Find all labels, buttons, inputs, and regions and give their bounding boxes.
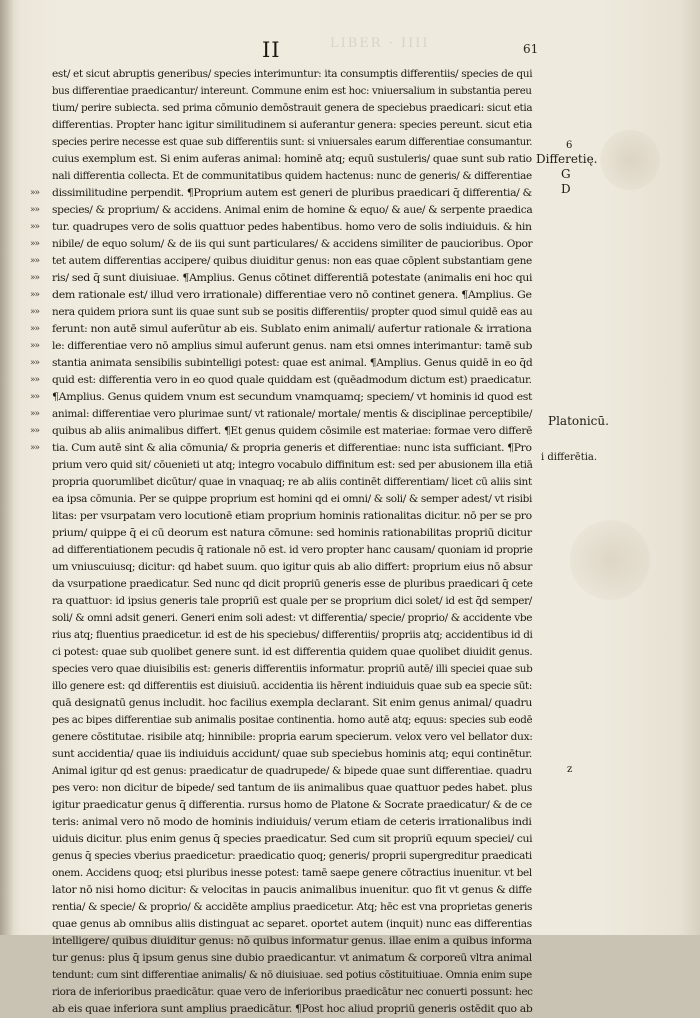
text-line-content: rentia/ & specie/ & proprio/ & accidēte amplius praedicetur. Atq; hēc est vna proprietas generis <box>52 901 533 913</box>
text-line-content: animal: differentiae vero plurimae sunt/ vt rationale/ mortale/ mentis & disciplinae perceptibile/ <box>52 408 533 420</box>
text-line <box>52 984 532 1001</box>
quotation-mark-icon: »» <box>30 426 40 436</box>
paper-stain <box>570 520 650 600</box>
text-line <box>52 457 532 474</box>
text-line-content: ea ipsa cōmunia. Per se quippe proprium est homini qd ei omni/ & soli/ & semper adest/ vt risibi <box>52 493 533 505</box>
text-line-content: est/ et sicut abruptis generibus/ species interimuntur: ita consumptis differentiis/ species de qui <box>52 68 533 80</box>
text-line-content: quid est: differentia vero in eo quod quale quiddam est (quēadmodum dictum est) praedicatur. <box>52 374 532 386</box>
quotation-mark-icon: »» <box>30 222 40 232</box>
text-line <box>52 117 532 134</box>
text-line <box>52 695 532 712</box>
text-line-content: tur genus: plus q̄ ipsum genus sine dubio praedicantur. vt animatum & corporeū vltra animal <box>52 952 532 964</box>
text-line <box>30 236 533 253</box>
quotation-mark-icon: »» <box>30 409 40 419</box>
quotation-mark-icon: »» <box>30 273 40 283</box>
text-line-content: species perire necesse est quae sub differentiis sunt: si vniuersales earum differentiae consumantur. <box>52 136 533 148</box>
text-line-content: stantia animata sensibilis subintelligi potest: quae est animal. ¶Amplius. Genus quidē in eo q̄d <box>52 357 533 369</box>
text-line-content: uiduis dicitur. plus enim genus q̄ species praedicatur. Sed cum sit propriū equum speciei/ cui <box>52 833 533 845</box>
text-line-content: species vero quae diuisibilis est: generis differentiis informatur. propriū autē/ illi speciei quae sub <box>52 663 533 675</box>
paper-stain <box>600 130 660 190</box>
text-line <box>52 797 532 814</box>
text-line-content: bus differentiae praedicantur/ intereunt. Commune enim est hoc: vniuersalium in substantia pereu <box>52 85 532 97</box>
text-line <box>30 321 532 338</box>
text-line <box>52 661 532 678</box>
text-line <box>52 712 532 729</box>
text-line <box>30 338 533 355</box>
quotation-mark-icon: »» <box>30 392 40 402</box>
text-line-content: sunt accidentia/ quae iis indiuiduis accidunt/ quae sub speciebus hominis atq; equi continētur. <box>52 748 532 760</box>
text-line <box>52 66 532 83</box>
text-line <box>52 474 532 491</box>
gutter-shadow <box>0 0 14 935</box>
text-line-content: illo genere est: qd differentiis est diuisiuū. accidentia iis hērent indiuiduis quae sub ea specie sūt: <box>52 680 532 692</box>
margin-note-differentia: i differētia. <box>541 452 598 463</box>
text-line-content: um vniuscuiusq; dicitur: qd habet suum. quo igitur quis ab alio differt: proprium eius nō absur <box>52 561 532 573</box>
quotation-mark-icon: »» <box>30 256 40 266</box>
text-line <box>52 134 532 151</box>
text-line <box>30 372 532 389</box>
text-line-content: ra quattuor: id ipsius generis tale propriū est quale per se proprium dici solet/ id est q̄d semper/ <box>52 595 532 607</box>
margin-letter-d: D <box>561 182 571 196</box>
text-line <box>52 916 532 933</box>
text-line-content: ferunt: non autē simul auferūtur ab eis. Sublato enim animali/ aufertur rationale & irrationa <box>52 323 532 335</box>
text-line <box>30 389 533 406</box>
text-line-content: teris: animal vero nō modo de hominis indiuiduis/ verum etiam de ceteris irrationalibus indi <box>52 816 532 828</box>
bleed-through-text: LIBER · IIII <box>330 36 430 51</box>
text-line <box>52 542 532 559</box>
text-line-content: species/ & proprium/ & accidens. Animal enim de homine & equo/ & aue/ & serpente praedica <box>52 204 533 216</box>
text-line <box>30 202 533 219</box>
text-line <box>52 746 532 763</box>
text-line-content: quā designatū genus includit. hoc facilius exempla declarant. Sit enim genus animal/ quadru <box>52 697 532 709</box>
text-line <box>52 831 532 848</box>
text-line <box>52 882 532 899</box>
text-line <box>30 406 533 423</box>
text-line-content: prium/ quippe q̄ ei cū deorum est natura cōmune: sed hominis rationabilitas propriū dicitur <box>52 527 532 539</box>
text-line <box>52 967 532 984</box>
text-line <box>30 253 532 270</box>
text-line-content: rius atq; fluentius praedicetur. id est de his speciebus/ differentiis/ propriis atq; accidentibus id di <box>52 629 533 641</box>
text-line-content: intelligere/ quibus diuiditur genus: nō quibus informatur genus. illae enim a quibus informa <box>52 935 532 947</box>
text-line <box>30 304 533 321</box>
text-line-content: Animal igitur qd est genus: praedicatur de quadrupede/ & bipede quae sunt differentiae. quadru <box>52 765 532 777</box>
text-line-content: soli/ & omni adsit generi. Generi enim soli adest: vt differentia/ specie/ proprio/ & accidente vbe <box>52 612 533 624</box>
text-block <box>30 66 533 1018</box>
text-line <box>52 508 532 525</box>
text-line <box>52 151 532 168</box>
quotation-mark-icon: »» <box>30 239 40 249</box>
text-line <box>52 593 532 610</box>
quotation-mark-icon: »» <box>30 443 40 453</box>
text-line <box>52 933 532 950</box>
text-line-content: propria quorumlibet dicūtur/ quae in vnaquaq; re ab aliis continēt differentiam/ licet cū aliis sint <box>52 476 532 488</box>
quotation-mark-icon: »» <box>30 205 40 215</box>
text-line-content: dem rationale est/ illud vero irrationale) differentiae vero nō continet genera. ¶Amplius. Ge <box>52 289 532 301</box>
text-line <box>52 100 532 117</box>
text-line-content: onem. Accidens quoq; etsi pluribus inesse potest: tamē saepe genere cōtractius inuenitur. vt bel <box>52 867 532 879</box>
text-line <box>52 678 532 695</box>
text-line <box>52 83 532 100</box>
margin-letter-z: z <box>567 764 573 775</box>
text-line <box>52 848 532 865</box>
text-line <box>52 610 532 627</box>
quotation-mark-icon: »» <box>30 307 40 317</box>
text-line <box>30 355 533 372</box>
text-line <box>52 525 532 542</box>
text-line <box>30 440 532 457</box>
folio-heading: II <box>262 38 281 62</box>
text-line <box>30 287 532 304</box>
text-line-content: tia. Cum autē sint & alia cōmunia/ & propria generis et differentiae: nunc ista sufficiant. ¶Pro <box>52 442 532 454</box>
text-line <box>52 644 532 661</box>
text-line-content: litas: per vsurpatam vero locutionē etiam proprium hominis rationalitas dicitur. nō per se pro <box>52 510 532 522</box>
text-line-content: prium vero quid sit/ cōuenieti ut atq; integro vocabulo diffinitum est: sed per abusionem illa etiā <box>52 459 533 471</box>
text-line-content: ¶Amplius. Genus quidem vnum est secundum vnamquamq; speciem/ vt hominis id quod est <box>52 391 533 403</box>
page-number: 61 <box>523 42 539 56</box>
text-line-content: ab eis quae inferiora sunt amplius praedicātur. ¶Post hoc aliud propriū generis ostēdit quo ab <box>52 1003 533 1015</box>
quotation-mark-icon: »» <box>30 358 40 368</box>
text-line-content: riora de inferioribus praedicātur. quae vero de inferioribus praedicātur nec conuerti possunt: hec <box>52 986 533 998</box>
text-line-content: ad differentiationem pecudis q̄ rationale nō est. id vero propter hanc causam/ quoniam id proprie <box>52 544 533 556</box>
text-line <box>52 763 532 780</box>
margin-number: 6 <box>566 140 573 151</box>
text-line <box>52 780 532 797</box>
text-line-content: dissimilitudine perpendit. ¶Proprium autem est generi de pluribus praedicari q̄ differentia/ & <box>52 187 532 199</box>
text-line <box>52 729 532 746</box>
text-line-content: le: differentiae vero nō amplius simul auferunt genus. nam etsi omnes interimantur: tamē sub <box>52 340 533 352</box>
margin-note-platonicu: Platonicū. <box>548 414 609 428</box>
margin-note-differentie: Differetię. <box>536 152 598 166</box>
text-line-content: nera quidem priora sunt iis quae sunt sub se positis differentiis/ propter quod simul quidē eas au <box>52 306 533 318</box>
text-line <box>30 423 533 440</box>
text-line <box>30 185 532 202</box>
text-line <box>52 576 532 593</box>
text-line-content: ris/ sed q̄ sunt diuisiuae. ¶Amplius. Genus cōtinet differentiā potestate (animalis eni hoc qui <box>52 272 533 284</box>
text-line-content: nibile/ de equo solum/ & de iis qui sunt particulares/ & accidens similiter de paucioribus. Opor <box>52 238 533 250</box>
text-line <box>52 491 532 508</box>
text-line <box>52 865 532 882</box>
text-line-content: igitur praedicatur genus q̄ differentia. rursus homo de Platone & Socrate praedicatur/ & de ce <box>52 799 532 811</box>
text-line-content: quibus ab aliis animalibus differt. ¶Et genus quidem cōsimile est materiae: formae vero differē <box>52 425 533 437</box>
text-line <box>52 627 532 644</box>
text-line-content: differentias. Propter hanc igitur similitudinem si auferantur genera: species pereunt. sicut etia <box>52 119 532 131</box>
text-line <box>30 270 533 287</box>
quotation-mark-icon: »» <box>30 375 40 385</box>
text-line <box>52 559 532 576</box>
text-line <box>52 1001 532 1018</box>
text-line-content: tium/ perire subiecta. sed prima cōmunio demōstrauit genera de speciebus praedicari: sicut etia <box>52 102 533 114</box>
text-line-content: pes ac bipes differentiae sub animalis positae continentia. homo autē atq; equus: species sub eodē <box>52 714 533 726</box>
text-line <box>52 814 532 831</box>
text-line-content: tur. quadrupes vero de solis quattuor pedes habentibus. homo vero de solis indiuiduis. & hin <box>52 221 532 233</box>
text-line-content: quae genus ab omnibus aliis distinguat ac separet. oportet autem (inquit) nunc eas differentias <box>52 918 532 930</box>
text-line-content: tet autem differentias accipere/ quibus diuiditur genus: non eas quae cōplent substantiam gene <box>52 255 532 267</box>
text-line-content: lator nō nisi homo dicitur: & velocitas in paucis animalibus inuenitur. quo fit vt genus & diffe <box>52 884 532 896</box>
text-line-content: cuius exemplum est. Si enim auferas animal: hominē atq; equū sustuleris/ quae sunt sub ratio <box>52 153 532 165</box>
quotation-mark-icon: »» <box>30 324 40 334</box>
quotation-mark-icon: »» <box>30 188 40 198</box>
text-line-content: pes vero: non dicitur de bipede/ sed tantum de iis animalibus quae quattuor pedes habet. plus <box>52 782 533 794</box>
text-line-content: genere cōstitutae. risibile atq; hinnibile: propria earum specierum. velox vero vel bellator dux: <box>52 731 533 743</box>
text-line <box>52 950 532 967</box>
text-line <box>52 168 532 185</box>
text-line-content: ci potest: quae sub quolibet genere sunt. id est differentia quidem quae quolibet diuidit genus. <box>52 646 533 658</box>
text-line <box>30 219 532 236</box>
text-line-content: nali differentia collecta. Et de communitatibus quidem hactenus: nunc de generis/ & differentiae <box>52 170 532 182</box>
quotation-mark-icon: »» <box>30 341 40 351</box>
text-line-content: tendunt: cum sint differentiae animalis/ & nō diuisiuae. sed potius cōstituitiuae. Omnia enim supe <box>52 969 532 981</box>
text-line <box>52 899 532 916</box>
text-line-content: genus q̄ species vberius praedicetur: praedicatio quoq; generis/ proprii supergreditur praedicati <box>52 850 532 862</box>
quotation-mark-icon: »» <box>30 290 40 300</box>
margin-letter-g: G <box>561 167 571 181</box>
text-line-content: da vsurpatione praedicatur. Sed nunc qd dicit propriū generis esse de pluribus praedicari q̄ cete <box>52 578 533 590</box>
